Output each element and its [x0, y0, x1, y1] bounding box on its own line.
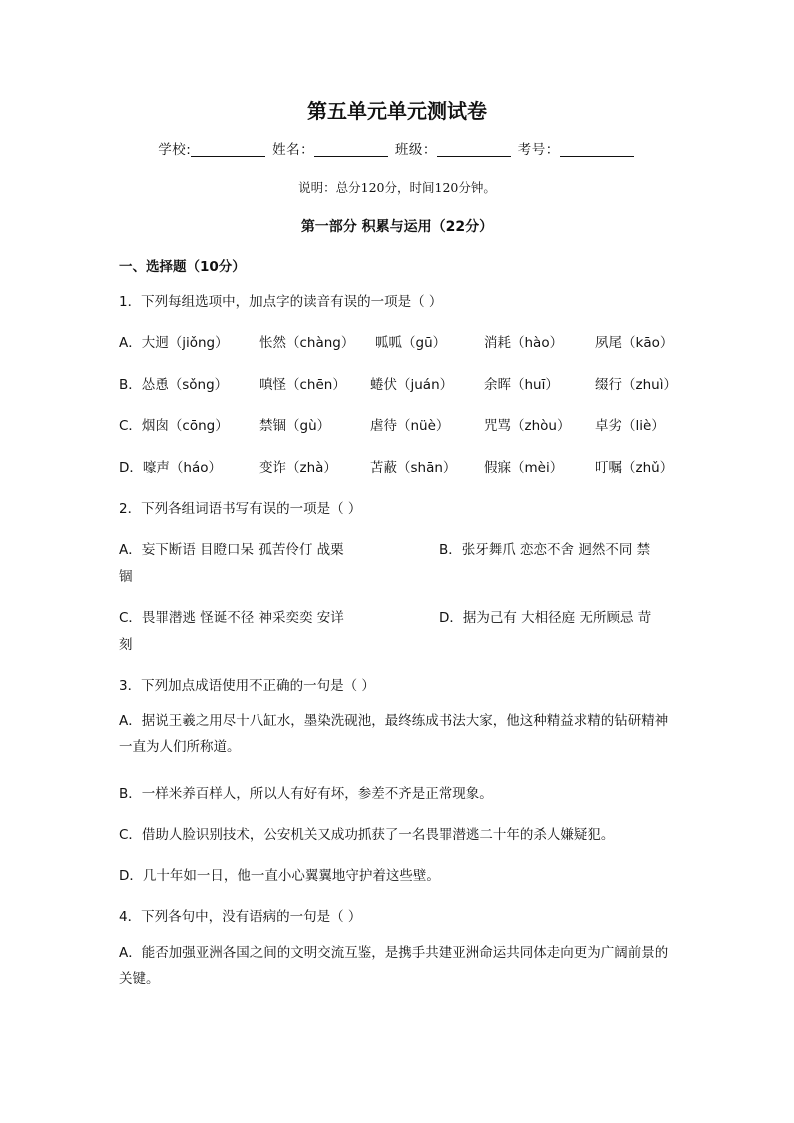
- q1-option: 余晖（huī）: [484, 377, 559, 393]
- class-blank[interactable]: [437, 142, 511, 157]
- q1-option: C．烟囱（cōng）: [119, 418, 229, 434]
- q3-stem: 3．下列加点成语使用不正确的一句是（ ）: [119, 678, 375, 694]
- q1-option: A．大迥（jiǒng）: [119, 335, 229, 351]
- q4-option-a: A．能否加强亚洲各国之间的文明交流互鉴，是携手共建亚洲命运共同体走向更为广阔前景的关键。: [119, 945, 669, 987]
- q3-option-c: C．借助人脸识别技术，公安机关又成功抓获了一名畏罪潜逃二十年的杀人嫌疑犯。: [119, 827, 615, 843]
- q1-option: 卓劣（liè）: [595, 418, 665, 434]
- name-blank[interactable]: [314, 142, 388, 157]
- q2-option-a: A．妄下断语 目瞪口呆 孤苦伶仃 战栗: [119, 542, 344, 558]
- q1-option: 呱呱（gū）: [375, 335, 447, 351]
- q3-option-d: D．几十年如一日，他一直小心翼翼地守护着这些壁。: [119, 868, 440, 884]
- q2-option-c: C．畏罪潜逃 怪诞不径 神采奕奕 安详: [119, 610, 344, 626]
- q1-option: 变诈（zhà）: [259, 460, 337, 476]
- student-info-line: [0, 138, 794, 158]
- q1-option: B．怂恿（sǒng）: [119, 377, 229, 393]
- q2-option-b: B．张牙舞爪 恋恋不舍 迥然不同 禁: [439, 542, 651, 558]
- q1-option: 叮嘱（zhǔ）: [595, 460, 674, 476]
- q1-option: D．嚎声（háo）: [119, 460, 222, 476]
- q2-option-b-wrap: 锢: [119, 569, 133, 585]
- school-blank[interactable]: [191, 142, 265, 157]
- number-blank[interactable]: [560, 142, 634, 157]
- class-label: 班级：: [394, 142, 437, 158]
- q3-option-a: A．据说王羲之用尽十八缸水，墨染洗砚池，最终练成书法大家，他这种精益求精的钻研精神一直为人们所称道。: [119, 713, 669, 755]
- q1-stem: 1．下列每组选项中，加点字的读音有误的一项是（ ）: [119, 294, 443, 310]
- q2-option-d: D．据为己有 大相径庭 无所顾忌 苛: [439, 610, 652, 626]
- school-label: 学校:: [158, 142, 192, 158]
- q1-option: 蜷伏（juán）: [370, 377, 454, 393]
- q1-option: 夙尾（kāo）: [595, 335, 674, 351]
- section-title: 一、选择题（10分）: [119, 259, 246, 275]
- q1-option: 苫蔽（shān）: [370, 460, 457, 476]
- q1-option: 假寐（mèi）: [484, 460, 564, 476]
- q3-option-b: B．一样米养百样人，所以人有好有坏，参差不齐是正常现象。: [119, 786, 493, 802]
- q1-option: 消耗（hào）: [484, 335, 564, 351]
- q1-option: 虐待（nüè）: [370, 418, 450, 434]
- q1-option: 咒骂（zhòu）: [484, 418, 571, 434]
- exam-note: 说明：总分120分，时间120分钟。: [298, 180, 496, 195]
- number-label: 考号：: [517, 142, 560, 158]
- q1-option: 禁锢（gù）: [259, 418, 331, 434]
- q1-option: 缀行（zhuì）: [595, 377, 677, 393]
- q1-option: 嗔怪（chēn）: [259, 377, 346, 393]
- q2-stem: 2．下列各组词语书写有误的一项是（ ）: [119, 501, 362, 517]
- name-label: 姓名：: [272, 142, 315, 158]
- q2-option-d-wrap: 刻: [119, 637, 133, 653]
- q4-stem: 4．下列各句中，没有语病的一句是（ ）: [119, 909, 362, 925]
- part-title: 第一部分 积累与运用（22分）: [300, 219, 494, 235]
- page-title: 第五单元单元测试卷: [307, 99, 487, 123]
- q1-option: 怅然（chàng）: [259, 335, 355, 351]
